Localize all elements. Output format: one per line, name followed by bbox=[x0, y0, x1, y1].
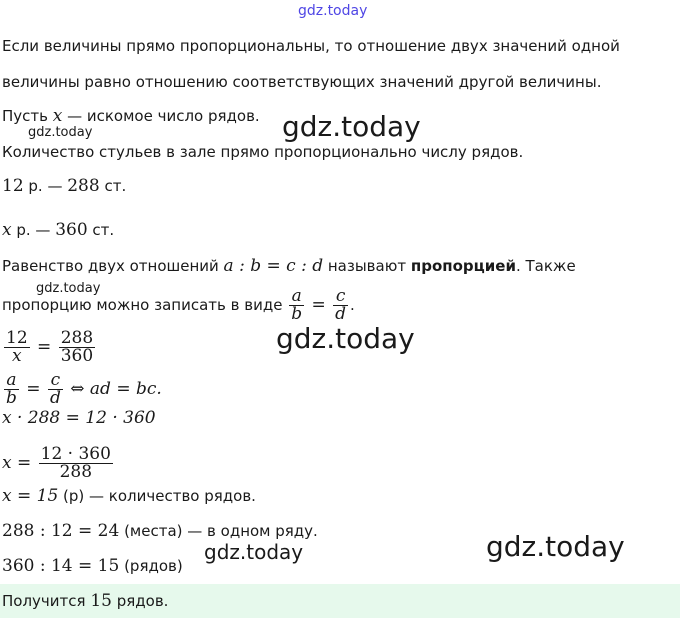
row-2-num2: 360 bbox=[55, 220, 88, 240]
row-2-post: ст. bbox=[87, 221, 115, 239]
let-pre: Пусть bbox=[2, 107, 53, 125]
definition-line-1 bbox=[2, 256, 576, 276]
rule-line-2: величины равно отношению соответствующих значений другой величины. bbox=[2, 73, 602, 91]
def-fraction-2: $\frac{c}{d}$ bbox=[335, 286, 347, 324]
watermark-2: gdz.today bbox=[282, 110, 421, 143]
watermark-4: gdz.today bbox=[276, 322, 415, 355]
watermark-3: gdz.today bbox=[36, 281, 101, 296]
def-bold: пропорцией bbox=[410, 257, 516, 275]
eq1-fraction-left: $\frac{12}{x}$ bbox=[6, 328, 28, 366]
equation-2: $\frac{a}{b}$ = $\frac{c}{d}$ ⇔ ad = bc. bbox=[6, 370, 162, 408]
row-2-mid: р. — bbox=[11, 221, 56, 239]
row-1-num2: 288 bbox=[67, 176, 100, 196]
let-var: x bbox=[52, 106, 63, 126]
eq4-fraction: $\frac{12 \cdot 360}{288}$ bbox=[40, 444, 111, 482]
let-post: — искомое число рядов. bbox=[62, 107, 260, 125]
definition-line-2: пропорцию можно записать в виде $\frac{a}{b}$ = $\frac{c}{d}$ . bbox=[2, 286, 355, 324]
eq2-fraction-left: $\frac{a}{b}$ bbox=[6, 370, 17, 408]
equation-7: 360 : 14 = 15 (рядов) bbox=[2, 556, 183, 576]
def-post: . Также bbox=[515, 257, 576, 275]
answer-line: Получится 15 рядов. bbox=[2, 591, 169, 611]
equation-5: x = 15 (р) — количество рядов. bbox=[2, 486, 256, 506]
watermark-5: gdz.today bbox=[204, 540, 304, 564]
equation-4: x = $\frac{12 \cdot 360}{288}$ bbox=[2, 444, 111, 482]
row-2-var: x bbox=[2, 220, 12, 240]
equation-6: 288 : 12 = 24 (места) — в одном ряду. bbox=[2, 521, 318, 541]
watermark-6: gdz.today bbox=[486, 530, 625, 563]
answer-box bbox=[0, 584, 680, 618]
eq1-fraction-right: $\frac{288}{360}$ bbox=[60, 328, 94, 366]
let-line bbox=[2, 106, 260, 126]
row-1-mid: р. — bbox=[23, 177, 68, 195]
row-1-num: 12 bbox=[2, 176, 24, 196]
eq2-fraction-right: $\frac{c}{d}$ bbox=[49, 370, 61, 408]
row-2 bbox=[2, 220, 114, 240]
def-expr: a : b = c : d bbox=[223, 256, 324, 276]
row-1-post: ст. bbox=[99, 177, 127, 195]
equation-1: $\frac{12}{x}$ = $\frac{288}{360}$ bbox=[6, 328, 94, 366]
rule-line-1: Если величины прямо пропорциональны, то отношение двух значений одной bbox=[2, 37, 620, 55]
statement: Количество стульев в зале прямо пропорционально числу рядов. bbox=[2, 143, 524, 161]
def-fraction-1: $\frac{a}{b}$ bbox=[291, 286, 303, 324]
def-line2-pre: пропорцию можно записать в виде bbox=[2, 296, 288, 314]
def-pre: Равенство двух отношений bbox=[2, 257, 224, 275]
watermark-1: gdz.today bbox=[28, 125, 93, 140]
equation-3: x · 288 = 12 · 360 bbox=[2, 408, 156, 428]
def-mid: называют bbox=[323, 257, 411, 275]
row-1 bbox=[2, 176, 126, 196]
watermark-top: gdz.today bbox=[298, 3, 368, 19]
